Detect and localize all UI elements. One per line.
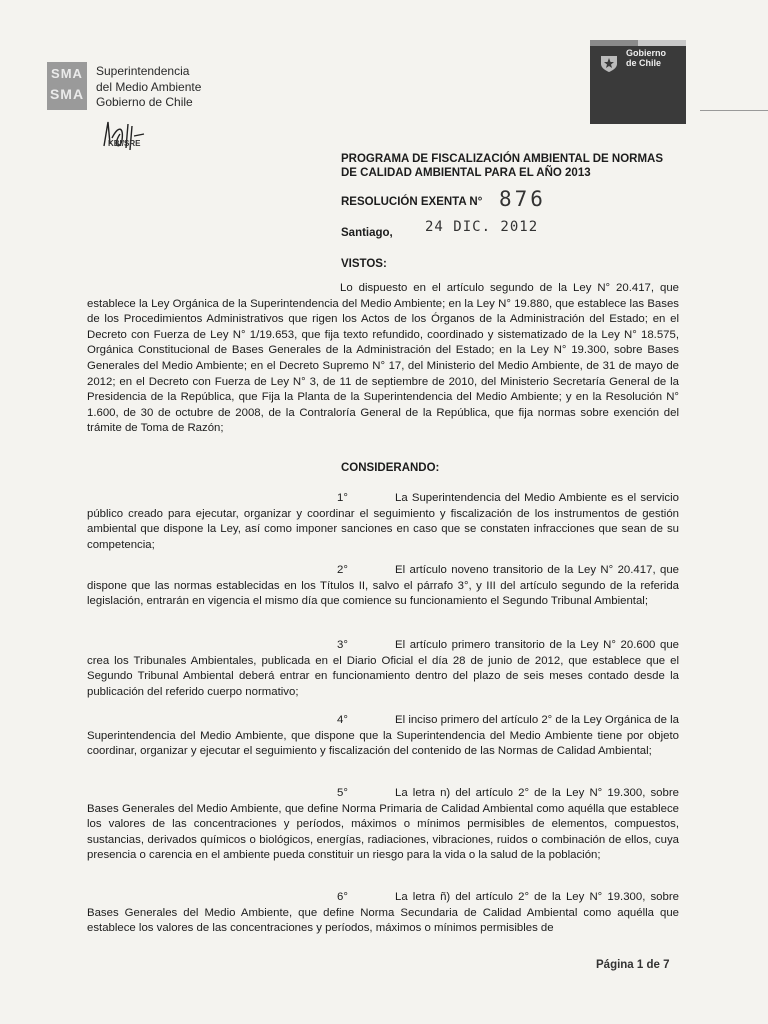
- title-line-1: PROGRAMA DE FISCALIZACIÓN AMBIENTAL DE NORMAS: [341, 153, 663, 165]
- signature-initials: [98, 116, 168, 156]
- document-title: [341, 152, 663, 180]
- considerando-4: [87, 713, 679, 760]
- agency-name: [96, 64, 201, 111]
- resolucion-number: 876: [499, 187, 546, 211]
- considerando-text: La letra n) del artículo 2° de la Ley N° 19.300, sobre Bases Generales del Medio Ambiente, que define Norma Primaria de Calidad Ambiental como aquélla que establece los valores de las concentraciones y períodos, máximos o mínimos permisibles de elementos, compuestos, sustancias, derivados químicos o biológicos, energías, radiaciones, vibraciones, ruidos o combinación de ellos, cuya presencia o carencia en el ambiente pueda constituir un riesgo para la vida o la salud de la población;: [87, 787, 679, 862]
- considerando-3: [87, 638, 679, 700]
- considerando-6: [87, 890, 679, 937]
- sma-logo: [47, 62, 87, 110]
- vistos-paragraph: Lo dispuesto en el artículo segundo de la Ley N° 20.417, que establece la Ley Orgánica de la Superintendencia del Medio Ambiente; en la Ley N° 19.880, que establece las Bases de los Procedimientos Administrativos que rigen los Actos de los Órganos de la Administración del Estado; en el Decreto con Fuerza de Ley N° 1/19.653, que fija texto refundido, coordinado y sistematizado de la Ley N° 18.575, Orgánica Constitucional de Bases Generales de la Administración del Estado; en la Ley N° 19.300, sobre Bases Generales del Medio Ambiente; en el Decreto Supremo N° 17, del Ministerio del Medio Ambiente, de 31 de mayo de 2012; en el Decreto con Fuerza de Ley N° 3, de 11 de septiembre de 2010, del Ministerio Secretaría General de la Presidencia de la República, que Fija la Planta de la Superintendencia del Medio Ambiente; y en la Resolución N° 1.600, de 30 de octubre de 2008, de la Contraloría General de la República, que fija normas sobre exención del trámite de Toma de Razón;: [87, 282, 679, 435]
- considerando-number: 4°: [337, 714, 348, 726]
- sma-logo-text-top: SMA: [51, 66, 83, 81]
- header-rule: [700, 110, 768, 111]
- considerando-number: 1°: [337, 492, 348, 504]
- considerando-number: 6°: [337, 891, 348, 903]
- sma-logo-text-bottom: SMA: [49, 86, 85, 102]
- coat-of-arms-icon: [598, 52, 620, 74]
- resolucion-label: RESOLUCIÓN EXENTA N°: [341, 196, 483, 208]
- considerando-text: La Superintendencia del Medio Ambiente es el servicio público creado para ejecutar, organizar y coordinar el seguimiento y fiscalización de los instrumentos de gestión ambiental que dispone la Ley, así como imponer sanciones en caso que se constaten infracciones que sean de su competencia;: [87, 492, 679, 551]
- considerando-1: [87, 491, 679, 553]
- considerando-heading: CONSIDERANDO:: [341, 462, 440, 474]
- considerando-text: La letra ñ) del artículo 2° de la Ley N° 19.300, sobre Bases Generales del Medio Ambiente, que define Norma Secundaria de Calidad Ambiental como aquélla que establece los valores de las concentraciones y períodos, máximos o mínimos permisibles de: [87, 891, 679, 935]
- considerando-number: 5°: [337, 787, 348, 799]
- considerando-text: El artículo noveno transitorio de la Ley N° 20.417, que dispone que las normas establecidas en los Títulos II, salvo el párrafo 3°, y III del artículo segundo de la referida legislación, entrarán en vigencia el mismo día que comience su funcionamiento el Segundo Tribunal Ambiental;: [87, 564, 679, 608]
- title-line-2: DE CALIDAD AMBIENTAL PARA EL AÑO 2013: [341, 167, 591, 179]
- logo-bar-right: [638, 40, 686, 46]
- vistos-heading: VISTOS:: [341, 258, 387, 270]
- considerando-2: [87, 563, 679, 610]
- gobierno-de-chile-logo: [590, 40, 686, 124]
- considerando-5: [87, 786, 679, 864]
- logo-bar-left: [590, 40, 638, 46]
- considerando-text: El artículo primero transitorio de la Ley N° 20.600 que crea los Tribunales Ambientales, publicada en el Diario Oficial el día 28 de junio de 2012, que establece que el Segundo Tribunal Ambiental deberá entrar en funcionamiento dentro del plazo de seis meses contado desde la publicación del referido cuerpo normativo;: [87, 639, 679, 698]
- logo-right-line-2: de Chile: [626, 58, 662, 68]
- agency-line-1: Superintendencia: [96, 64, 190, 78]
- agency-line-3: Gobierno de Chile: [96, 95, 193, 109]
- considerando-text: El inciso primero del artículo 2° de la Ley Orgánica de la Superintendencia del Medio Ambiente, que dispone que la Superintendencia del Medio Ambiente tiene por objeto coordinar, organizar y ejecutar el seguimiento y fiscalización del contenido de las Normas de Calidad Ambiental;: [87, 714, 679, 758]
- date-stamp: 24 DIC. 2012: [425, 219, 539, 235]
- page-number: Página 1 de 7: [596, 959, 670, 971]
- considerando-number: 2°: [337, 564, 348, 576]
- stamp-initials: KBI/SRE: [108, 139, 141, 148]
- logo-right-line-1: Gobierno: [626, 48, 666, 58]
- logo-right-text: [626, 48, 666, 68]
- considerando-number: 3°: [337, 639, 348, 651]
- santiago-label: Santiago,: [341, 227, 393, 239]
- agency-line-2: del Medio Ambiente: [96, 79, 202, 94]
